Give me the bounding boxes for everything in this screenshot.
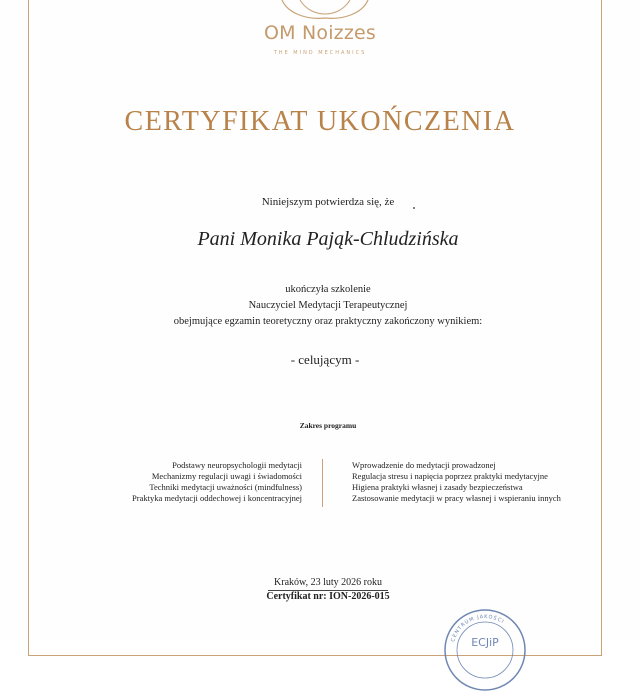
program-item: Mechanizmy regulacji uwagi i świadomości: [151, 471, 302, 481]
program-item: Podstawy neuropsychologii medytacji: [172, 460, 302, 470]
program-list-left: [132, 460, 302, 504]
program-title: Zakres programu: [299, 421, 357, 430]
stamp-mark: ECJiP: [471, 636, 499, 649]
exam-line: obejmujące egzamin teoretyczny oraz praktyczny zakończony wynikiem:: [173, 316, 483, 327]
recipient-name: Pani Monika Pająk-Chludzińska: [197, 228, 459, 250]
program-item: Techniki medytacji uważności (mindfulness): [149, 482, 302, 492]
program-item: Zastosowanie medytacji w pracy własnej i wspieraniu innych: [352, 493, 561, 503]
course-name: Nauczyciel Medytacji Terapeutycznej: [248, 300, 408, 311]
program-item: Wprowadzenie do medytacji prowadzonej: [352, 460, 496, 470]
confirm-text: Niniejszym potwierdza się, że: [261, 196, 395, 208]
program-divider: [322, 459, 323, 507]
program-item: Praktyka medytacji oddechowej i koncentracyjnej: [132, 493, 302, 503]
decorative-dot: [413, 207, 415, 209]
program-list-right: [352, 460, 561, 504]
lotus-logo-icon: [270, 0, 380, 22]
program-item: Regulacja stresu i napięcia poprzez praktyki medytacyjne: [352, 471, 548, 481]
certificate-number: Certyfikat nr: ION-2026-015: [266, 591, 390, 602]
program-item: Higiena praktyki własnej i zasady bezpieczeństwa: [352, 482, 523, 492]
place-date: Kraków, 23 luty 2026 roku: [274, 577, 382, 588]
grade: - celującym -: [290, 352, 360, 367]
brand-tagline: THE MIND MECHANICS: [273, 50, 367, 56]
completion-line: ukończyła szkolenie: [285, 284, 371, 295]
brand-name: OM Noizzes: [263, 22, 377, 44]
certificate-frame: [28, 0, 602, 656]
quality-stamp-icon: [443, 608, 527, 692]
certificate-title: CERTYFIKAT UKOŃCZENIA: [124, 106, 516, 137]
stamp-ring-text: CENTRUM JAKOŚCI: [450, 613, 506, 643]
